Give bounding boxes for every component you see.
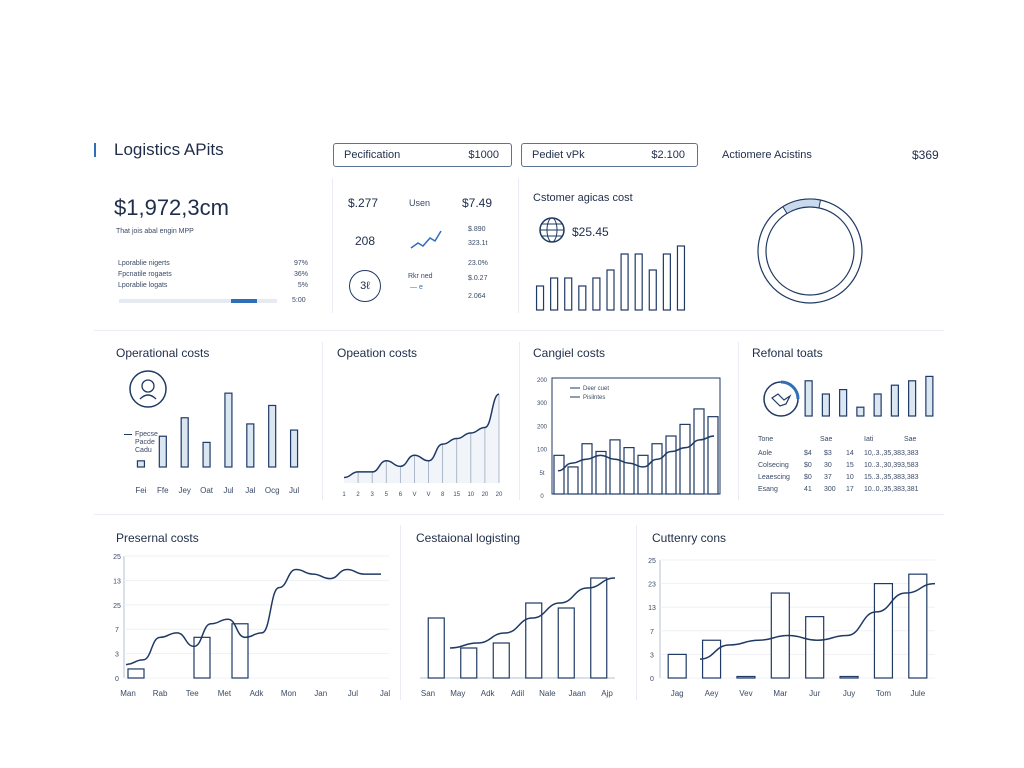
donut-inner-ring (766, 207, 854, 295)
customer-bar (565, 278, 572, 310)
operation2-title: Opeation costs (337, 346, 418, 360)
y-tick-label: 13 (648, 605, 656, 613)
divider (738, 342, 739, 500)
legend-item: Pacde (135, 439, 155, 446)
stat-value: 208 (355, 234, 376, 248)
pill-value: $2.100 (651, 149, 685, 161)
x-tick-label: Jal (379, 689, 391, 698)
cestational-bar (558, 608, 574, 678)
cuttency-bar (806, 617, 824, 678)
preserval-title: Presernal costs (116, 531, 199, 545)
cangiel-bar (610, 440, 620, 494)
operational-bar (225, 393, 232, 467)
stat-value: 2.064 (468, 293, 486, 300)
cestational-title: Cestaional logisting (416, 531, 521, 545)
pediet-pill[interactable] (521, 143, 698, 167)
x-tick-label: Jul (288, 486, 300, 495)
operational-bar (269, 405, 276, 467)
preserval-bar (194, 637, 210, 678)
refonal-bar (805, 381, 812, 416)
cangiel-bar (694, 409, 704, 494)
customer-bar (551, 278, 558, 310)
list-item: Lporablie nigerts 97% (118, 260, 308, 267)
cestational-bar (461, 648, 477, 678)
y-tick-label: 100 (536, 447, 548, 454)
cestational-bar (591, 578, 607, 678)
x-tick-label: Mar (773, 689, 788, 698)
preserval-line (126, 570, 381, 665)
customer-bar (649, 270, 656, 310)
pill-value: $1000 (468, 149, 499, 161)
preserval-line-chart (108, 548, 393, 703)
stat-label: Rkr ned (408, 273, 433, 280)
acistins-value: $369 (912, 148, 939, 162)
customer-bar-chart (533, 230, 688, 312)
preserval-bar (232, 624, 248, 678)
x-tick-label: Nale (539, 689, 556, 698)
table-header: Tone Sae Iati Sae (758, 436, 917, 443)
cangiel-bar (666, 436, 676, 494)
stat-value: $.277 (348, 196, 379, 210)
cuttency-bar (737, 677, 755, 679)
x-tick-label: 10 (467, 492, 475, 498)
stat-label: — e (410, 284, 423, 291)
y-tick-label: 5t (539, 470, 545, 477)
x-tick-label: Juy (842, 689, 856, 698)
pill-label: Pediet vPk (532, 149, 585, 161)
cuttency-bar (874, 584, 892, 678)
operation-area-chart (340, 375, 505, 500)
x-tick-label: Jaan (568, 689, 586, 698)
legend-item: Cadu (135, 447, 152, 454)
refonal-table (758, 436, 938, 498)
y-tick-label: 0 (650, 676, 654, 683)
y-tick-label: 23 (648, 581, 656, 589)
stat-value: $.890 (468, 226, 486, 233)
kpi-total: $1,972,3cm (114, 195, 229, 220)
cangiel-bar (652, 444, 662, 494)
circle-badge: 3ℓ (349, 270, 381, 302)
table-row: Aole $4 $3 14 10,.3.,35,383,383 (758, 450, 919, 457)
y-tick-label: 300 (536, 401, 548, 408)
x-tick-label: 8 (440, 492, 445, 498)
operational-bar (137, 461, 144, 467)
cangiel-bar (638, 455, 648, 494)
x-tick-label: San (420, 689, 436, 698)
cuttency-combo-chart (640, 548, 940, 703)
cangiel-bar (582, 444, 592, 494)
x-tick-label: Tom (875, 689, 891, 698)
x-tick-label: Tee (185, 689, 199, 698)
cuttency-title: Cuttenry cons (652, 531, 727, 545)
x-tick-label: Vev (739, 689, 753, 698)
divider (94, 330, 944, 331)
kpi-progress-bar (119, 299, 277, 303)
divider (94, 514, 944, 515)
divider (518, 178, 519, 313)
stat-value: $.0.27 (468, 275, 488, 282)
customer-bar (677, 246, 684, 310)
x-tick-label: 15 (453, 492, 461, 498)
y-tick-label: 200 (536, 424, 548, 431)
kpi-list (118, 260, 308, 289)
customer-value: $25.45 (572, 225, 609, 239)
acistins-label: Actiomere Acistins (722, 149, 812, 161)
x-tick-label: Adk (480, 689, 495, 698)
cangiel-bar (568, 467, 578, 494)
y-tick-label: 0 (540, 494, 544, 500)
customer-bar (607, 270, 614, 310)
kpi-progress-fill (231, 299, 257, 303)
stat-value: 23.0% (468, 260, 488, 267)
donut-outer-ring (758, 199, 862, 303)
x-tick-label: Mon (280, 689, 297, 698)
refonal-bar (909, 381, 916, 416)
handshake-icon (762, 380, 800, 418)
cestational-bar (526, 603, 542, 678)
cangiel-bar (708, 417, 718, 494)
x-tick-label: Jey (178, 486, 191, 495)
customer-bar (579, 286, 586, 310)
preserval-bar (128, 669, 144, 678)
customer-bar (593, 278, 600, 310)
stat-label: Usen (409, 198, 431, 208)
kpi-subtitle: That jois abal engin MPP (116, 228, 194, 235)
legend-label: Deer cuet (583, 386, 610, 392)
x-tick-label: Rab (152, 689, 168, 698)
list-item: Lporablie logats 5% (118, 282, 308, 289)
cangiel-title: Cangiel costs (533, 346, 606, 360)
x-tick-label: Met (217, 689, 232, 698)
trend-sparkline (410, 228, 442, 250)
refonal-bar (926, 376, 933, 416)
operational-bar (203, 442, 210, 467)
stat-value: $7.49 (462, 196, 493, 210)
x-tick-label: May (450, 689, 466, 698)
table-row: Esang 41 300 17 10..0.,35,383,381 (758, 486, 919, 493)
x-tick-label: Adil (510, 689, 525, 698)
y-tick-label: 25 (648, 558, 656, 565)
table-row: Leaescing $0 37 10 15..3.,35,383,383 (758, 474, 919, 481)
x-tick-label: Ffe (157, 486, 169, 495)
y-tick-label: 7 (115, 627, 119, 635)
operational-bar (247, 424, 254, 467)
donut-slice (783, 199, 821, 213)
x-tick-label: Adk (249, 689, 264, 698)
x-tick-label: Ajp (601, 689, 613, 698)
x-tick-label: Jul (223, 486, 234, 495)
operational-bar (159, 436, 166, 467)
divider (332, 178, 333, 313)
y-tick-label: 13 (113, 578, 121, 586)
cangiel-bar (596, 451, 606, 494)
x-tick-label: Jan (314, 689, 328, 698)
cangiel-bar (554, 455, 564, 494)
operational-bar (181, 418, 188, 467)
x-tick-label: V (426, 492, 431, 498)
legend-label: Pisilntes (583, 395, 606, 401)
y-tick-label: 3 (650, 652, 654, 660)
stat-value: 323.1t (468, 240, 488, 247)
divider (519, 342, 520, 500)
x-tick-label: Oat (200, 486, 214, 495)
cestational-combo-chart (412, 548, 622, 703)
customer-bar (621, 254, 628, 310)
customer-bar (537, 286, 544, 310)
x-tick-label: Aey (704, 689, 719, 698)
divider (322, 342, 323, 500)
x-tick-label: Fei (135, 486, 147, 495)
x-tick-label: V (412, 492, 417, 498)
customer-bar (635, 254, 642, 310)
x-tick-label: 6 (398, 492, 403, 498)
x-tick-label: Jag (670, 689, 684, 698)
refonal-bar (857, 407, 864, 416)
cestational-bar (428, 618, 444, 678)
page-title: Logistics APits (114, 140, 224, 159)
x-tick-label: Jule (910, 689, 926, 698)
x-tick-label: Man (120, 689, 136, 698)
customer-title: Cstomer agicas cost (533, 192, 633, 204)
customer-bar (663, 254, 670, 310)
refonal-title: Refonal toats (752, 346, 823, 360)
refonal-bar-chart (800, 368, 940, 420)
x-tick-label: 3 (370, 492, 374, 498)
y-tick-label: 25 (113, 602, 121, 610)
x-tick-label: Ocg (264, 486, 280, 495)
x-tick-label: Jur (809, 689, 821, 698)
cangiel-bar (680, 424, 690, 494)
pecification-pill[interactable] (333, 143, 512, 167)
pill-label: Pecification (344, 149, 401, 161)
refonal-bar (822, 394, 829, 416)
operational-bar (291, 430, 298, 467)
cestational-bar (493, 643, 509, 678)
cuttency-bar (668, 654, 686, 678)
cangiel-combo-chart (530, 370, 725, 502)
refonal-bar (891, 385, 898, 416)
y-tick-label: 0 (115, 676, 119, 683)
x-tick-label: 5 (384, 492, 388, 498)
cuttency-bar (840, 677, 858, 679)
x-tick-label: 2 (356, 492, 360, 498)
y-tick-label: 200 (536, 378, 548, 384)
divider (636, 525, 637, 700)
table-row: Colsecing $0 30 15 10..3.,30,393,583 (758, 462, 919, 469)
x-tick-label: Jal (245, 486, 256, 495)
legend-item: Fpecse (124, 431, 158, 438)
operational-bar-chart (130, 380, 310, 500)
x-tick-label: Jul (347, 689, 358, 698)
refonal-bar (874, 394, 881, 416)
kpi-progress-value: 5:00 (292, 297, 306, 304)
y-tick-label: 25 (113, 554, 121, 561)
area-fill (344, 394, 499, 483)
y-tick-label: 3 (115, 651, 119, 659)
cangiel-bar (624, 448, 634, 494)
refonal-bar (840, 390, 847, 416)
list-item: Fpcnatile rogaets 36% (118, 271, 308, 278)
divider (400, 525, 401, 700)
y-tick-label: 7 (650, 628, 654, 636)
donut-chart (748, 193, 872, 311)
x-tick-label: 20 (495, 492, 503, 498)
x-tick-label: 1 (342, 492, 346, 498)
operational-title: Operational costs (116, 346, 210, 360)
header-accent-bar (94, 143, 96, 157)
x-tick-label: 20 (481, 492, 489, 498)
